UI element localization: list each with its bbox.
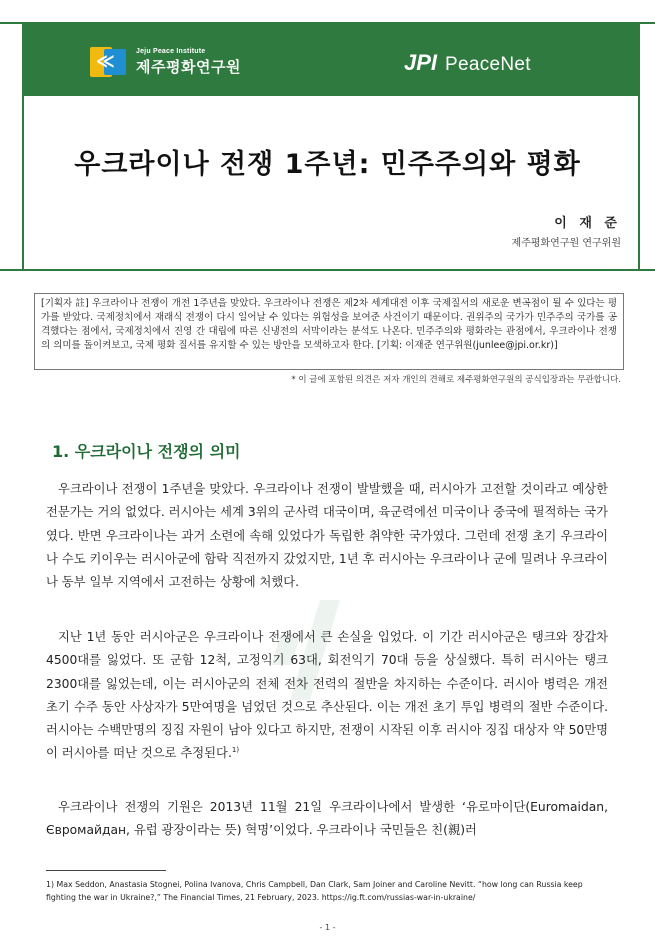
body-paragraph-2-text: 지난 1년 동안 러시아군은 우크라이나 전쟁에서 큰 손실을 입었다. 이 기간 러시아군은 탱크와 장갑차 4500대를 잃었다. 또 군함 12척, 고정익기 63대, 회전익기 70대 등을 상실했다. 특히 러시아는 탱크 2300대를 잃었는데, 이는 러시아군의 전체 전차 전력의 절반을 차지하는 수준이다. 러시아 병력은 개전 초기 수주 동안 사상자가 5만여명을 넘었던 것으로 추산된다. 이는 개전 초기 투입 병력의 절반 수준이다. 러시아는 수백만명의 징집 자원이 남아 있다고 하지만, 전쟁이 시작된 이후 러시아 징집 대상자 약 50만명이 러시아를 떠난 것으로 추정된다. — [46, 630, 608, 761]
body-paragraph-2 — [46, 626, 608, 766]
jeju-peace-institute-logo — [90, 44, 241, 80]
footnote-ref[interactable]: 1) — [231, 746, 240, 755]
peacenet-logo — [404, 50, 531, 76]
editor-note-text: [기획자 註] 우크라이나 전쟁이 개전 1주년을 맞았다. 우크라이나 전쟁은 제2차 세계대전 이후 국제질서의 새로운 변곡점이 될 수 있다는 평가를 받았다. 국제정치에서 재래식 전쟁이 다시 일어날 수 있다는 위험성을 보여준 사건이기 때문이다. 권위주의 국가가 민주주의 국가를 공격했다는 점에서, 국제정치에서 진영 간 대립에 따른 신냉전의 서막이라는 분석도 나온다. 민주주의와 평화라는 관점에서, 우크라이나 전쟁의 의미를 돌이켜보고, 국제 평화 질서를 유지할 수 있는 방안을 모색하고자 한다. [기획: 이재준 연구위원(junlee@jpi.or.kr)] — [41, 298, 617, 351]
author-name: 이 재 준 — [554, 216, 621, 231]
institute-name-en: Jeju Peace Institute — [136, 47, 206, 55]
editor-note-box — [34, 293, 624, 370]
institute-name-ko: 제주평화연구원 — [136, 57, 241, 76]
footnote-1: 1) Max Seddon, Anastasia Stognei, Polina Ivanova, Chris Campbell, Dan Clark, Sam Joiner and Caroline Nevitt. “how long can Russia keep fighting the war in Ukraine?,” The Financial Times, 21 February, 2023. https://ig.ft.com/russias-war-in-ukraine/ — [46, 880, 583, 902]
jpi-logo-text: JPI — [404, 50, 438, 75]
author-affiliation: 제주평화연구원 연구위원 — [511, 238, 621, 249]
section-heading: 1. 우크라이나 전쟁의 의미 — [52, 442, 241, 461]
page-number: - 1 - — [319, 923, 336, 932]
peacenet-logo-text: PeaceNet — [445, 54, 531, 75]
footnote-divider — [46, 870, 166, 871]
header-bottom-rule — [0, 269, 655, 271]
body-paragraph-1: 우크라이나 전쟁이 1주년을 맞았다. 우크라이나 전쟁이 발발했을 때, 러시아가 고전할 것이라고 예상한 전문가는 거의 없었다. 러시아는 세계 3위의 군사력 대국이며, 육군력에선 미국이나 중국에 필적하는 국가였다. 반면 우크라이나는 과거 소련에 속해 있었다가 독립한 취약한 국가였다. 그런데 전쟁 초기 우크라이나 수도 키이우는 러시아군에 함락 직전까지 갔었지만, 1년 후 러시아는 우크라이나 군에 밀려나 우크라이나 동부 일부 지역에서 고전하는 상황에 처했다. — [46, 482, 608, 590]
page-title: 우크라이나 전쟁 1주년: 민주주의와 평화 — [74, 149, 581, 180]
disclaimer: * 이 글에 포함된 의견은 저자 개인의 견해로 제주평화연구원의 공식입장과는 무관합니다. — [291, 375, 621, 385]
body-paragraph-3: 우크라이나 전쟁의 기원은 2013년 11월 21일 우크라이나에서 발생한 ‘유로마이단(Euromaidan, Євромайдан, 유럽 광장이라는 뜻) 혁명’이었다. 우크라이나 국민들은 친(親)러 — [46, 800, 608, 838]
institute-emblem-icon: ≪ — [90, 45, 128, 79]
